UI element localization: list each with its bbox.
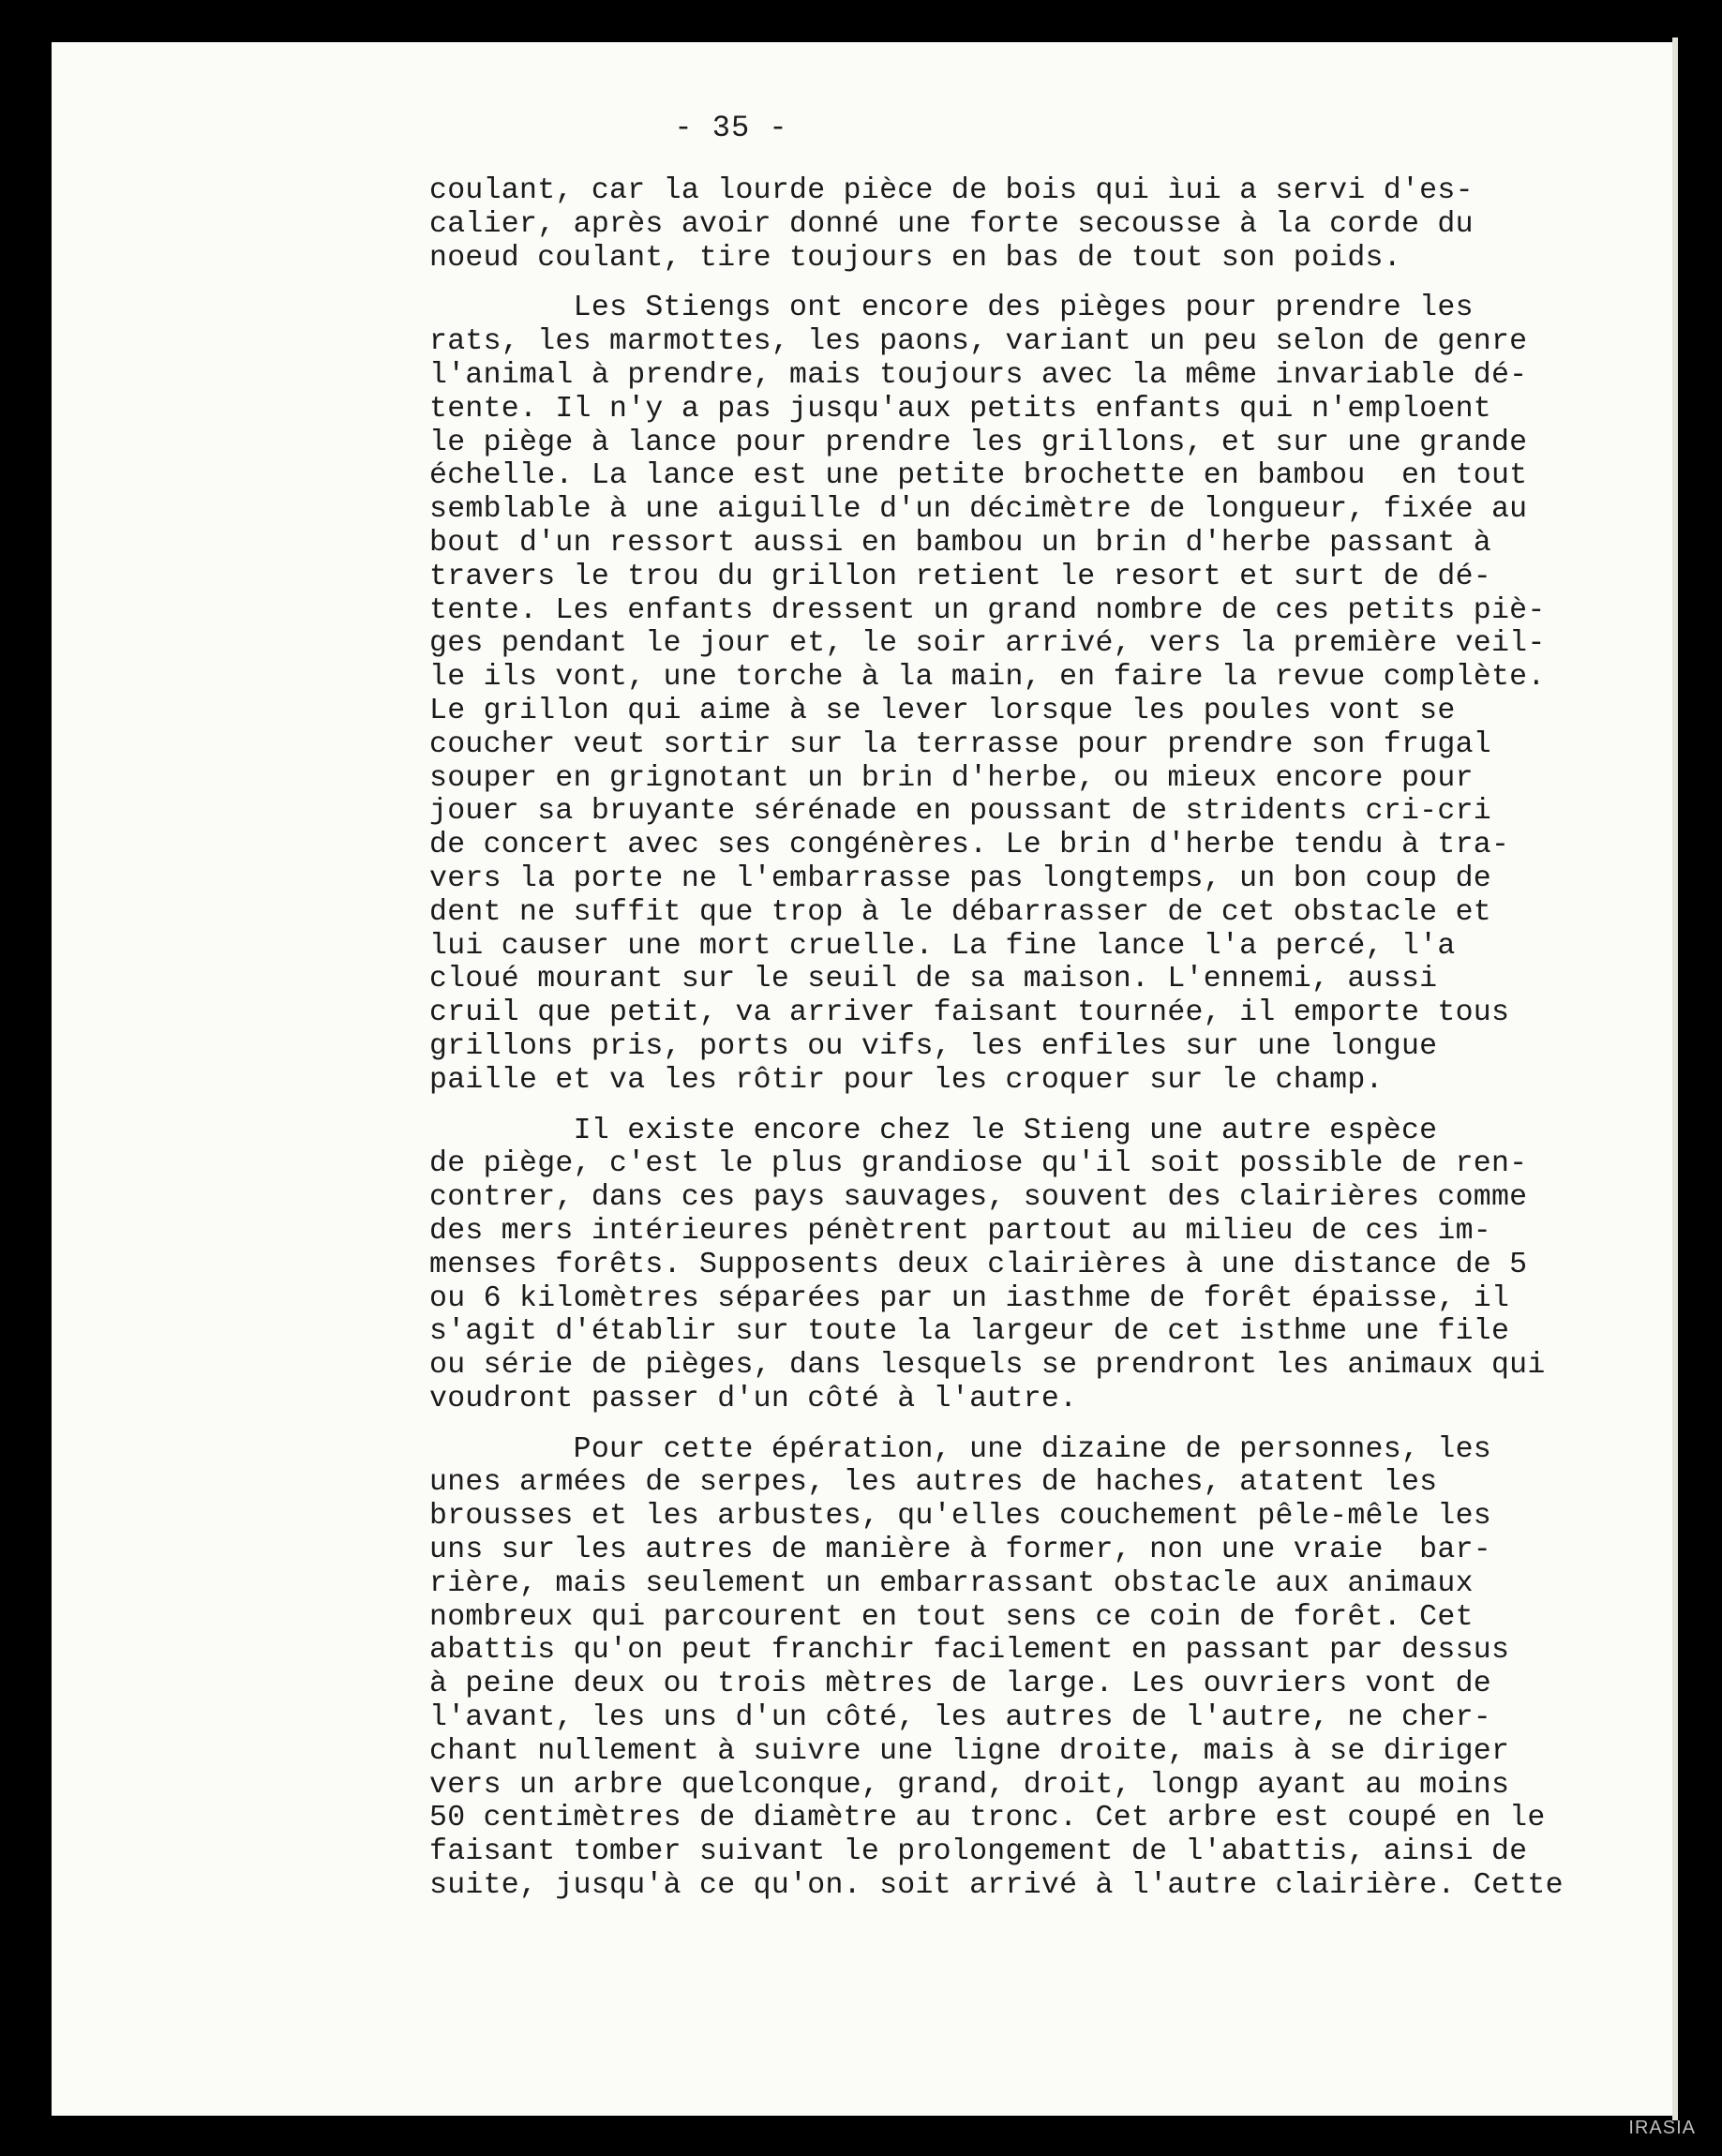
- typewritten-text: [429, 174, 1676, 1903]
- text-line: Le grillon qui aime à se lever lorsque les poules vont se: [429, 694, 1456, 727]
- text-line: l'avant, les uns d'un côté, les autres de l'autre, ne cher-: [429, 1701, 1491, 1735]
- text-line: nombreux qui parcourent en tout sens ce coin de forêt. Cet: [429, 1600, 1474, 1634]
- text-line: menses forêts. Supposents deux clairières à une distance de 5: [429, 1248, 1528, 1281]
- text-line: abattis qu'on peut franchir facilement en passant par dessus: [429, 1634, 1510, 1668]
- text-line: ou série de pièges, dans lesquels se prendront les animaux qui: [429, 1349, 1546, 1383]
- text-line: vers un arbre quelconque, grand, droit, longp ayant au moins: [429, 1768, 1510, 1802]
- text-line: coulant, car la lourde pièce de bois qui ìui a servi d'es-: [429, 174, 1474, 207]
- text-line: suite, jusqu'à ce qu'on. soit arrivé à l'autre clairière. Cette: [429, 1869, 1564, 1903]
- text-line: Pour cette épération, une dizaine de personnes, les: [429, 1432, 1491, 1466]
- text-line: lui causer une mort cruelle. La fine lance l'a percé, l'a: [429, 929, 1456, 963]
- paragraph: [429, 1433, 1676, 1903]
- text-line: voudront passer d'un côté à l'autre.: [429, 1382, 1078, 1415]
- paragraph: [429, 174, 1676, 275]
- text-line: rats, les marmottes, les paons, variant un peu selon de genre: [429, 325, 1528, 359]
- text-line: le piège à lance pour prendre les grillons, et sur une grande: [429, 426, 1528, 459]
- text-line: échelle. La lance est une petite brochette en bambou en tout: [429, 459, 1528, 493]
- paragraph: [429, 1115, 1676, 1416]
- text-line: coucher veut sortir sur la terrasse pour prendre son frugal: [429, 727, 1491, 761]
- text-line: Il existe encore chez le Stieng une autre espèce: [429, 1114, 1438, 1147]
- text-line: ges pendant le jour et, le soir arrivé, vers la première veil-: [429, 627, 1546, 661]
- text-line: jouer sa bruyante sérénade en poussant de stridents cri-cri: [429, 795, 1491, 829]
- text-line: contrer, dans ces pays sauvages, souvent des clairières comme: [429, 1181, 1528, 1215]
- text-line: bout d'un ressort aussi en bambou un brin d'herbe passant à: [429, 526, 1491, 560]
- text-line: dent ne suffit que trop à le débarrasser de cet obstacle et: [429, 895, 1491, 929]
- text-line: noeud coulant, tire toujours en bas de tout son poids.: [429, 241, 1401, 275]
- text-line: semblable à une aiguille d'un décimètre de longueur, fixée au: [429, 493, 1528, 527]
- text-line: brousses et les arbustes, qu'elles couchement pêle-mêle les: [429, 1500, 1491, 1534]
- watermark: IRASIA: [1628, 2118, 1696, 2138]
- text-line: s'agit d'établir sur toute la largeur de cet isthme une file: [429, 1315, 1510, 1349]
- text-line: à peine deux ou trois mètres de large. Les ouvriers vont de: [429, 1668, 1491, 1701]
- text-line: calier, après avoir donné une forte secousse à la corde du: [429, 207, 1474, 241]
- paragraph: [429, 292, 1676, 1097]
- text-line: des mers intérieures pénètrent partout au milieu de ces im-: [429, 1214, 1491, 1248]
- text-line: de piège, c'est le plus grandiose qu'il soit possible de ren-: [429, 1147, 1528, 1181]
- text-line: 50 centimètres de diamètre au tronc. Cet arbre est coupé en le: [429, 1802, 1546, 1835]
- text-line: faisant tomber suivant le prolongement de l'abattis, ainsi de: [429, 1835, 1528, 1869]
- text-line: unes armées de serpes, les autres de haches, atatent les: [429, 1466, 1438, 1500]
- text-line: ou 6 kilomètres séparées par un iasthme de forêt épaisse, il: [429, 1281, 1510, 1315]
- text-line: le ils vont, une torche à la main, en faire la revue complète.: [429, 661, 1546, 695]
- text-line: Les Stiengs ont encore des pièges pour prendre les: [429, 292, 1474, 325]
- text-line: l'animal à prendre, mais toujours avec la même invariable dé-: [429, 358, 1528, 392]
- text-line: vers la porte ne l'embarrasse pas longtemps, un bon coup de: [429, 861, 1491, 895]
- text-line: travers le trou du grillon retient le resort et surt de dé-: [429, 560, 1491, 593]
- text-line: de concert avec ses congénères. Le brin d'herbe tendu à tra-: [429, 829, 1510, 862]
- text-line: rière, mais seulement un embarrassant obstacle aux animaux: [429, 1566, 1474, 1600]
- text-line: tente. Il n'y a pas jusqu'aux petits enfants qui n'emploent: [429, 392, 1491, 426]
- text-line: uns sur les autres de manière à former, non une vraie bar-: [429, 1534, 1491, 1567]
- text-line: paille et va les rôtir pour les croquer sur le champ.: [429, 1063, 1384, 1097]
- text-line: grillons pris, ports ou vifs, les enfiles sur une longue: [429, 1029, 1438, 1063]
- text-line: chant nullement à suivre une ligne droite, mais à se diriger: [429, 1734, 1510, 1768]
- text-line: cruil que petit, va arriver faisant tournée, il emporte tous: [429, 996, 1510, 1030]
- text-line: tente. Les enfants dressent un grand nombre de ces petits piè-: [429, 593, 1546, 627]
- text-line: souper en grignotant un brin d'herbe, ou mieux encore pour: [429, 761, 1474, 795]
- text-line: cloué mourant sur le seuil de sa maison. L'ennemi, aussi: [429, 963, 1438, 996]
- page-number: - 35 -: [674, 111, 788, 145]
